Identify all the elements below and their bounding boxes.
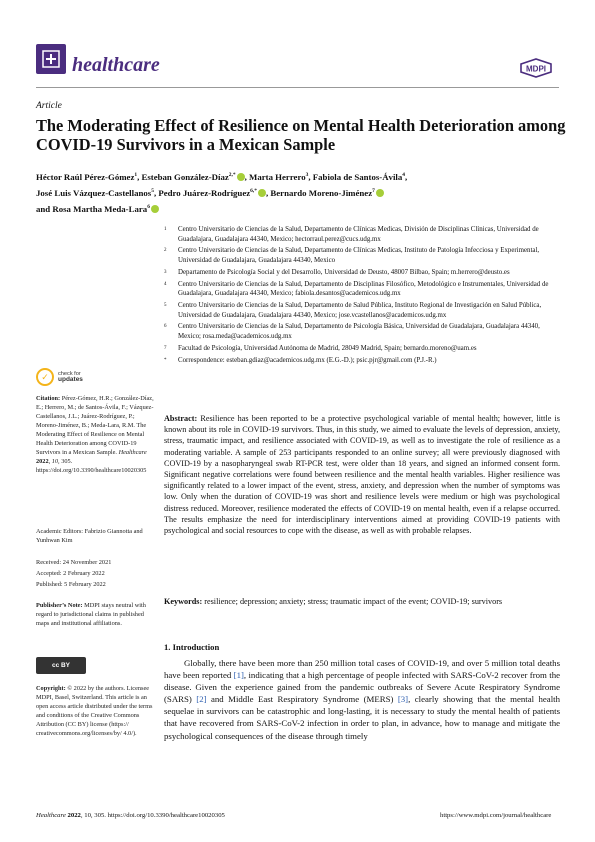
abstract-text: Resilience has been reported to be a protective psychological variable of mental health; however, little is known about its role in COVID-19 survivors. Thus, in this study, we aimed to evaluate the levels of depression, anxiety, stress, traumatic impact, and resilience associated with COVID-19, as well as to investigate the role of resilience as a moderating variable. A sample of 253 participants responded to an online survey; all were previously diagnosed with COVID-19 by a nasopharyngeal swab RT-PCR test, were older than 18 years, and signed an informed consent form. Significant negative correlations were found between resilience and the mental health variables. Higher resilience was significantly related to a lower impact of the event, stress, anxiety, and depression when the number of symptoms was low. Only when the duration of COVID-19 was short and resilience levels were medium or high was psychological distress reduced. Moreover, resilience moderated the effects of COVID-19 on mental health, even if a relapse occurred. The results emphasize the need for interdisciplinary interventions aimed at providing COVID-19 patients with psychological and social resources to cope with the disease, as well as with probable relapses. <box>164 414 560 536</box>
author-affiliation-number: 7 <box>372 187 375 194</box>
author-name: and Rosa Martha Meda-Lara <box>36 203 148 214</box>
journal-logo <box>36 44 66 74</box>
publisher-note-text: MDPI stays neutral with regard to jurisdictional claims in published maps and institutional affiliations. <box>36 602 146 627</box>
orcid-icon[interactable] <box>151 205 159 213</box>
copyright-block <box>36 684 154 738</box>
affiliation-number: 3 <box>164 269 167 275</box>
citation-volume: 10, <box>51 458 60 465</box>
affiliation-item <box>164 301 564 320</box>
keywords-text: resilience; depression; anxiety; stress; traumatic impact of the event; COVID-19; survivors <box>204 597 503 606</box>
affiliation-text: Centro Universitario de Ciencias de la Salud, Departamento de Salud Pública, Instituto Regional de Investigación en Salud Pública, Universidad de Guadalajara, Guadalajara 44340, Mexico; jose.vcastellanos@academicos.udg.mx <box>178 302 542 319</box>
affiliation-text: Departamento de Psicología Social y del Desarrollo, Universidad de Deusto, 48007 Bilbao, Spain; m.herrero@deusto.es <box>178 268 510 276</box>
check-updates-line2: updates <box>58 376 83 383</box>
affiliation-number: 7 <box>164 345 167 351</box>
journal-name: healthcare <box>72 54 160 76</box>
check-updates-line1: check for <box>58 370 81 377</box>
author-name: Héctor Raúl Pérez-Gómez <box>36 171 135 182</box>
keywords <box>164 596 560 607</box>
affiliation-item <box>164 356 564 366</box>
orcid-icon[interactable] <box>237 173 245 181</box>
author-affiliation-number: 4 <box>402 172 405 178</box>
healthcare-icon <box>41 49 61 69</box>
orcid-icon[interactable] <box>258 189 266 197</box>
affiliation-item <box>164 280 564 299</box>
author-affiliation-number: 1 <box>134 172 138 178</box>
author-name: Esteban González-Díaz <box>141 171 229 182</box>
affiliation-item <box>164 344 564 354</box>
academic-editors: Academic Editors: Fabrizio Giannotta and Yunhwan Kim <box>36 528 143 544</box>
footer-journal-url[interactable]: https://www.mdpi.com/journal/healthcare <box>440 812 552 819</box>
author-list: Héctor Raúl Pérez-Gómez$^1$, Esteban González-Díaz$^{2,*}$ , Marta Herrero$^3$, Fabiola de Santos-Ávila$^4$, José Luis Vázquez-Castellanos$^5$, Pedro Juárez-Rodríguez$^{6,*}$ , Bernardo Moreno-Jiménez$^7$ and Rosa Martha Meda-Lara$^6$ <box>36 171 408 214</box>
keywords-label: Keywords: <box>164 597 203 606</box>
affiliation-number: 5 <box>164 303 167 309</box>
article-type: Article <box>36 101 62 111</box>
orcid-icon[interactable] <box>376 189 384 197</box>
copyright-text: © 2022 by the authors. Licensee MDPI, Basel, Switzerland. This article is an open access article distributed under the terms and conditions of the Creative Commons Attribution (CC BY) license (https:// creativecommons.org/licenses/by/ 4.0/). <box>36 685 153 737</box>
citation-text: Pérez-Gómez, H.R.; González-Díaz, E.; Herrero, M.; de Santos-Ávila, F.; Vázquez-Castellanos, J.L.; Juárez-Rodríguez, P.; Moreno-Jiménez, B.; Meda-Lara, R.M. The Moderating Effect of Resilience on Mental Health Deterioration among COVID-19 Survivors in a Mexican Sample. <box>36 395 154 456</box>
copyright-label: Copyright: <box>36 685 66 692</box>
affiliation-number: 6 <box>164 324 167 330</box>
affiliation-number: 1 <box>164 227 167 232</box>
affiliation-item <box>164 225 564 244</box>
mdpi-logo <box>517 58 555 78</box>
citation-label: Citation: <box>36 395 61 402</box>
abstract-label: Abstract: <box>164 414 198 423</box>
affiliation-number: * <box>164 357 167 363</box>
affiliation-list <box>164 225 564 368</box>
citation-year: 2022 <box>36 458 49 465</box>
publisher-note <box>36 601 154 628</box>
publisher-note-label: Publisher’s Note: <box>36 602 83 609</box>
article-title: The Moderating Effect of Resilience on Mental Health Deterioration among COVID-19 Survivors in a Mexican Sample <box>36 116 566 154</box>
citation-link[interactable]: [2] <box>196 694 207 705</box>
citation-doi[interactable]: 305. https://doi.org/10.3390/healthcare10020305 <box>36 458 147 474</box>
date-received: Received: 24 November 2021 <box>36 559 112 566</box>
author-affiliation-number: 5 <box>151 187 154 194</box>
author-affiliation-number: 6,* <box>250 187 257 194</box>
author-name: José Luis Vázquez-Castellanos <box>36 187 152 198</box>
abstract <box>164 413 560 536</box>
affiliation-item <box>164 322 564 341</box>
check-updates-icon: ✓ <box>36 368 54 386</box>
footer-citation: Healthcare 2022, 10, 305. https://doi.org/10.3390/healthcare10020305 <box>36 812 225 819</box>
author-affiliation-number: 2,* <box>228 172 236 178</box>
citation-journal: Healthcare <box>118 449 147 456</box>
author-name: Bernardo Moreno-Jiménez <box>270 187 373 198</box>
affiliation-text: Facultad de Psicología, Universidad Autónoma de Madrid, 28049 Madrid, Spain; bernardo.moreno@uam.es <box>178 344 477 352</box>
affiliation-text: Correspondence: esteban.gdiaz@academicos.udg.mx (E.G.-D.); psic.pjr@gmail.com (P.J.-R.) <box>178 356 437 364</box>
header-divider <box>36 87 559 88</box>
affiliation-number: 4 <box>164 281 167 287</box>
affiliation-text: Centro Universitario de Ciencias de la Salud, Departamento de Psicología Básica, Universidad de Guadalajara, Guadalajara 44340, Mexico; rosa.meda@academicos.udg.mx <box>178 323 540 340</box>
affiliation-text: Centro Universitario de Ciencias de la Salud, Departamento de Disciplinas Filosófico, Metodológico e Instrumentales, Universidad de Guadalajara, Guadalajara 44340, Mexico; fabiola.desantos@academicos.udg.mx <box>178 280 549 298</box>
citation-block: Citation: Pérez-Gómez, H.R.; González-Díaz, E.; Herrero, M.; de Santos-Ávila, F.; Vázquez-Castellanos, J.L.; Juárez-Rodríguez, P.; Moreno-Jiménez, B.; Meda-Lara, R.M. The Moderating Effect of Resilience on Mental Health Deterioration among COVID-19 Survivors in a Mexican Sample. Healthcare 2022, 10, 305. https://doi.org/10.3390/healthcare10020305 <box>36 395 154 474</box>
date-accepted: Accepted: 2 February 2022 <box>36 570 105 577</box>
author-name: Pedro Juárez-Rodríguez <box>158 187 251 198</box>
citation-link[interactable]: [1] <box>233 670 244 681</box>
affiliation-item <box>164 268 564 278</box>
author-affiliation-number: 3 <box>305 172 309 178</box>
affiliation-text: Centro Universitario de Ciencias de la Salud, Departamento de Clínicas Medicas, Instituto de Patología Infecciosa y Experimental, Universidad de Guadalajara, Guadalajara 44340, Mexico <box>178 247 540 264</box>
intro-paragraph: Globally, there have been more than 250 million total cases of COVID-19, and over 5 million total deaths have been reported [1], indicating that a high percentage of people infected with SARS-CoV-2 recover from the disease. Given the experience gained from the pandemic outbreaks of Severe Acute Respiratory Syndrome (SARS) [2] and Middle East Respiratory Syndrome (MERS) [3], clearly showing that the mental health sequelae in survivors can be catastrophic and long-lasting, it is necessary to study the mental health of patients that have recovered from SARS-CoV-2 infection in order to plan, in advance, how to manage and mitigate the psychological consequences of the disease through timely <box>164 658 560 741</box>
affiliation-text: Centro Universitario de Ciencias de la Salud, Departamento de Clínicas Medicas, División de Disciplinas Clínicas, Universidad de Guadalajara, Guadalajara 44340, Mexico; hectorraul.perez@cucs.udg.mx <box>178 226 539 243</box>
author-name: Fabiola de Santos-Ávila <box>312 171 403 182</box>
check-for-updates-button[interactable] <box>36 368 83 386</box>
affiliation-number: 2 <box>164 248 167 254</box>
author-affiliation-number: 6 <box>147 203 150 210</box>
author-name: Marta Herrero <box>249 171 306 182</box>
citation-link[interactable]: [3] <box>397 694 409 705</box>
publisher-name: MDPI <box>526 64 546 74</box>
cc-by-license-badge[interactable]: cc BY <box>36 657 86 674</box>
section-heading: 1. Introduction <box>164 642 220 652</box>
date-published: Published: 5 February 2022 <box>36 581 106 588</box>
affiliation-item <box>164 246 564 265</box>
